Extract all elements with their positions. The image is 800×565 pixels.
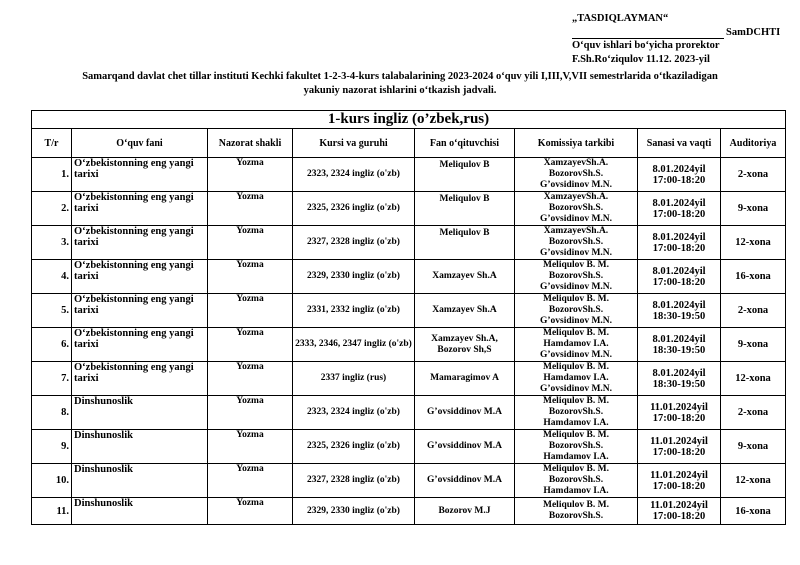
commission-member: Hamdamov I.A.: [543, 486, 609, 496]
teacher-cell: Meliqulov B: [415, 192, 515, 226]
commission-member: BozorovSh.S.: [548, 271, 604, 281]
exam-time: 18:30-19:50: [652, 378, 706, 390]
room-cell: 9-xona: [721, 328, 786, 362]
col-header-room: Auditoriya: [721, 129, 786, 158]
commission-member: G’ovsidinov M.N.: [539, 214, 613, 224]
course-group-cell: 2323, 2324 ingliz (o'zb): [293, 158, 415, 192]
commission-cell: [515, 328, 638, 362]
table-row: [32, 192, 786, 226]
subject-cell: Dinshunoslik: [72, 396, 208, 430]
row-number: 7.: [32, 362, 72, 396]
exam-date: 8.01.2024yil: [652, 333, 706, 345]
commission-member: XamzayevSh.A.: [543, 226, 609, 236]
exam-time: 17:00-18:20: [652, 242, 706, 254]
col-header-control-form: Nazorat shakli: [208, 129, 293, 158]
exam-date: 11.01.2024yil: [650, 500, 708, 511]
row-number: 6.: [32, 328, 72, 362]
exam-date: 8.01.2024yil: [652, 197, 706, 209]
exam-time: 17:00-18:20: [652, 208, 706, 220]
exam-date: 11.01.2024yil: [650, 401, 708, 413]
commission-member: Meliqulov B. M.: [543, 260, 609, 270]
commission-member: G’ovsidinov M.N.: [539, 350, 613, 360]
row-number: 4.: [32, 260, 72, 294]
heading-line-1: Samarqand davlat chet tillar instituti Kechki fakultet 1-2-3-4-kurs talabalarining 2023-2024 o‘quv yili I,III,V,VII semestrlarida o‘tkaziladigan: [82, 71, 718, 82]
commission-member: Meliqulov B. M.: [543, 362, 609, 372]
control-form-cell: Yozma: [208, 362, 293, 396]
teacher-cell: G’ovsiddinov M.A: [415, 464, 515, 498]
table-row: [32, 396, 786, 430]
commission-member: BozorovSh.S.: [548, 407, 604, 417]
commission-member: Meliqulov B. M.: [543, 430, 609, 440]
date-time-cell: [638, 158, 721, 192]
row-number: 3.: [32, 226, 72, 260]
subject-cell: O‘zbekistonning eng yangi tarixi: [72, 192, 208, 226]
heading-line-2: yakuniy nazorat ishlarini o‘tkazish jadvali.: [303, 84, 497, 96]
commission-member: BozorovSh.S.: [548, 237, 604, 247]
exam-time: 17:00-18:20: [652, 446, 706, 458]
exam-date: 8.01.2024yil: [652, 367, 706, 379]
room-cell: 16-xona: [721, 260, 786, 294]
col-header-number: T/r: [32, 129, 72, 158]
commission-cell: [515, 158, 638, 192]
commission-member: BozorovSh.S.: [548, 441, 604, 451]
commission-cell: [515, 430, 638, 464]
exam-date: 11.01.2024yil: [650, 469, 708, 481]
course-group-cell: 2325, 2326 ingliz (o'zb): [293, 430, 415, 464]
subject-cell: O‘zbekistonning eng yangi tarixi: [72, 226, 208, 260]
subject-cell: O‘zbekistonning eng yangi tarixi: [72, 158, 208, 192]
exam-time: 17:00-18:20: [652, 412, 706, 424]
exam-time: 17:00-18:20: [652, 511, 706, 522]
approval-position: O‘quv ishlari bo‘yicha prorektor: [572, 40, 720, 51]
exam-schedule-table: [31, 110, 786, 525]
commission-member: Hamdamov I.A.: [543, 418, 609, 428]
commission-member: BozorovSh.S.: [548, 511, 604, 521]
table-row: [32, 260, 786, 294]
date-time-cell: [638, 226, 721, 260]
table-row: [32, 294, 786, 328]
course-group-cell: 2329, 2330 ingliz (o'zb): [293, 260, 415, 294]
commission-cell: [515, 498, 638, 525]
commission-member: XamzayevSh.A.: [543, 192, 609, 202]
commission-cell: [515, 464, 638, 498]
col-header-course-group: Kursi va guruhi: [293, 129, 415, 158]
date-time-cell: [638, 260, 721, 294]
room-cell: 16-xona: [721, 498, 786, 525]
commission-cell: [515, 192, 638, 226]
commission-cell: [515, 362, 638, 396]
course-group-cell: 2325, 2326 ingliz (o'zb): [293, 192, 415, 226]
commission-member: BozorovSh.S.: [548, 203, 604, 213]
course-group-cell: 2333, 2346, 2347 ingliz (o'zb): [293, 328, 415, 362]
exam-date: 11.01.2024yil: [650, 435, 708, 447]
commission-cell: [515, 396, 638, 430]
table-row: [32, 328, 786, 362]
date-time-cell: [638, 464, 721, 498]
teacher-cell: Meliqulov B: [415, 226, 515, 260]
row-number: 5.: [32, 294, 72, 328]
commission-member: XamzayevSh.A.: [543, 158, 609, 168]
room-cell: 12-xona: [721, 464, 786, 498]
control-form-cell: Yozma: [208, 260, 293, 294]
date-time-cell: [638, 328, 721, 362]
room-cell: 2-xona: [721, 158, 786, 192]
course-group-cell: 2327, 2328 ingliz (o'zb): [293, 464, 415, 498]
commission-member: BozorovSh.S.: [548, 169, 604, 179]
teacher-cell: Xamzayev Sh.A: [415, 260, 515, 294]
subject-cell: Dinshunoslik: [72, 464, 208, 498]
exam-time: 18:30-19:50: [652, 344, 706, 356]
signature-blank: [572, 28, 724, 39]
commission-member: BozorovSh.S.: [548, 475, 604, 485]
commission-member: G’ovsidinov M.N.: [539, 384, 613, 394]
control-form-cell: Yozma: [208, 396, 293, 430]
col-header-commission: Komissiya tarkibi: [515, 129, 638, 158]
teacher-cell: Mamaragimov A: [415, 362, 515, 396]
teacher-cell: Xamzayev Sh.A: [415, 294, 515, 328]
room-cell: 12-xona: [721, 362, 786, 396]
subject-cell: Dinshunoslik: [72, 498, 208, 525]
subject-cell: O‘zbekistonning eng yangi tarixi: [72, 328, 208, 362]
exam-time: 17:00-18:20: [652, 480, 706, 492]
date-time-cell: [638, 362, 721, 396]
room-cell: 12-xona: [721, 226, 786, 260]
commission-member: G’ovsidinov M.N.: [539, 180, 613, 190]
commission-member: G’ovsidinov M.N.: [539, 316, 613, 326]
col-header-teacher: Fan o‘qituvchisi: [415, 129, 515, 158]
course-group-cell: 2327, 2328 ingliz (o'zb): [293, 226, 415, 260]
commission-member: Meliqulov B. M.: [543, 328, 609, 338]
approval-title: „TASDIQLAYMAN“: [572, 13, 669, 24]
subject-cell: Dinshunoslik: [72, 430, 208, 464]
row-number: 8.: [32, 396, 72, 430]
table-row: [32, 226, 786, 260]
commission-member: Meliqulov B. M.: [543, 500, 609, 510]
table-header-row: [32, 129, 786, 158]
exam-date: 8.01.2024yil: [652, 163, 706, 175]
approval-name-date: F.Sh.Ro‘ziqulov 11.12. 2023-yil: [572, 53, 710, 65]
control-form-cell: Yozma: [208, 430, 293, 464]
exam-time: 18:30-19:50: [652, 310, 706, 322]
control-form-cell: Yozma: [208, 328, 293, 362]
control-form-cell: Yozma: [208, 498, 293, 525]
commission-member: Meliqulov B. M.: [543, 396, 609, 406]
table-row: [32, 430, 786, 464]
col-header-subject: O‘quv fani: [72, 129, 208, 158]
control-form-cell: Yozma: [208, 192, 293, 226]
room-cell: 9-xona: [721, 192, 786, 226]
commission-cell: [515, 260, 638, 294]
commission-cell: [515, 294, 638, 328]
table-row: [32, 464, 786, 498]
subject-cell: O‘zbekistonning eng yangi tarixi: [72, 260, 208, 294]
approval-signature-role: SamDCHTI: [726, 26, 781, 38]
row-number: 2.: [32, 192, 72, 226]
exam-time: 17:00-18:20: [652, 174, 706, 186]
col-header-date-time: Sanasi va vaqti: [638, 129, 721, 158]
exam-date: 8.01.2024yil: [652, 265, 706, 277]
date-time-cell: [638, 498, 721, 525]
commission-member: G’ovsidinov M.N.: [539, 248, 613, 258]
course-group-cell: 2331, 2332 ingliz (o'zb): [293, 294, 415, 328]
course-group-cell: 2337 ingliz (rus): [293, 362, 415, 396]
row-number: 10.: [32, 464, 72, 498]
exam-date: 8.01.2024yil: [652, 299, 706, 311]
date-time-cell: [638, 294, 721, 328]
commission-member: Hamdamov I.A.: [543, 373, 609, 383]
subject-cell: O‘zbekistonning eng yangi tarixi: [72, 362, 208, 396]
commission-member: Meliqulov B. M.: [543, 464, 609, 474]
course-group-cell: 2329, 2330 ingliz (o'zb): [293, 498, 415, 525]
row-number: 9.: [32, 430, 72, 464]
control-form-cell: Yozma: [208, 294, 293, 328]
row-number: 11.: [32, 498, 72, 525]
commission-cell: [515, 226, 638, 260]
teacher-cell: G’ovsiddinov M.A: [415, 396, 515, 430]
table-row: [32, 498, 786, 525]
exam-date: 8.01.2024yil: [652, 231, 706, 243]
date-time-cell: [638, 396, 721, 430]
course-group-cell: 2323, 2324 ingliz (o'zb): [293, 396, 415, 430]
document-heading: [0, 70, 800, 97]
room-cell: 9-xona: [721, 430, 786, 464]
table-body: [32, 158, 786, 525]
approval-signature-line: [572, 26, 794, 40]
approval-block: [572, 12, 794, 66]
teacher-cell: Meliqulov B: [415, 158, 515, 192]
control-form-cell: Yozma: [208, 158, 293, 192]
commission-member: G’ovsidinov M.N.: [539, 282, 613, 292]
table-caption: 1-kurs ingliz (o’zbek,rus): [32, 111, 786, 129]
teacher-cell: Xamzayev Sh.A, Bozorov Sh,S: [415, 328, 515, 362]
control-form-cell: Yozma: [208, 464, 293, 498]
room-cell: 2-xona: [721, 396, 786, 430]
date-time-cell: [638, 192, 721, 226]
table-row: [32, 362, 786, 396]
commission-member: BozorovSh.S.: [548, 305, 604, 315]
exam-time: 17:00-18:20: [652, 276, 706, 288]
room-cell: 2-xona: [721, 294, 786, 328]
row-number: 1.: [32, 158, 72, 192]
commission-member: Meliqulov B. M.: [543, 294, 609, 304]
table-row: [32, 158, 786, 192]
commission-member: Hamdamov I.A.: [543, 339, 609, 349]
subject-cell: O‘zbekistonning eng yangi tarixi: [72, 294, 208, 328]
teacher-cell: G’ovsiddinov M.A: [415, 430, 515, 464]
commission-member: Hamdamov I.A.: [543, 452, 609, 462]
teacher-cell: Bozorov M.J: [415, 498, 515, 525]
date-time-cell: [638, 430, 721, 464]
control-form-cell: Yozma: [208, 226, 293, 260]
